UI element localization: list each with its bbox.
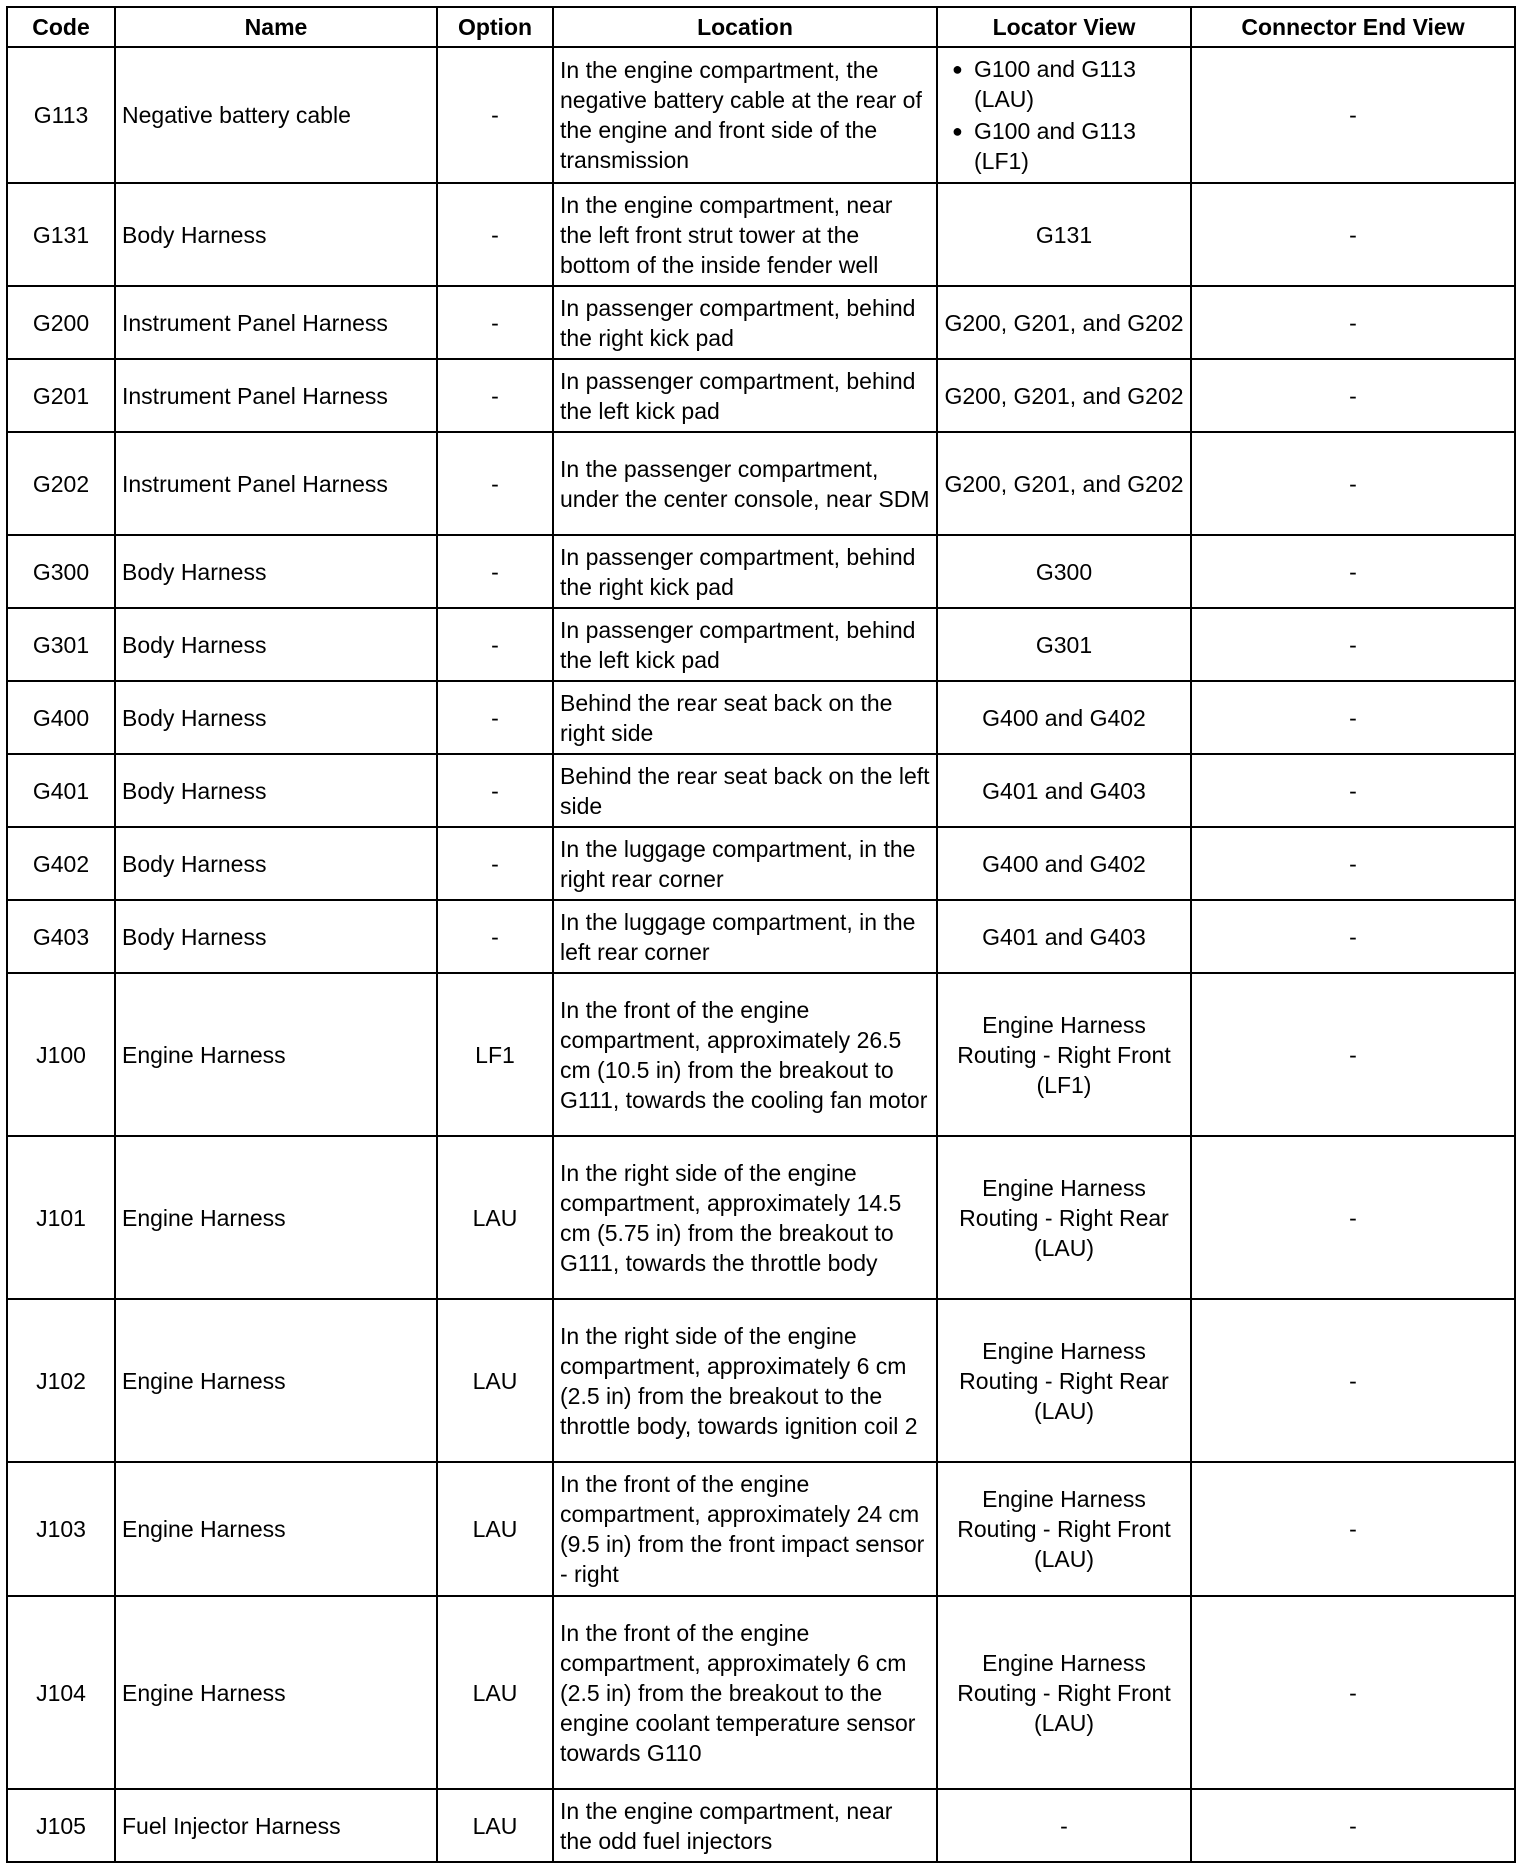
cell-name: Body Harness <box>115 900 437 973</box>
locator-link[interactable]: G200, G201, and G202 <box>937 286 1191 359</box>
header-row <box>7 7 1515 47</box>
cell-name: Engine Harness <box>115 1596 437 1789</box>
table-row <box>7 1596 1515 1789</box>
cell-location: In the luggage compartment, in the right rear corner <box>553 827 937 900</box>
cell-location: In the right side of the engine compartment, approximately 6 cm (2.5 in) from the breakout to the throttle body, towards ignition coil 2 <box>553 1299 937 1462</box>
table-row <box>7 359 1515 432</box>
cell-code: G301 <box>7 608 115 681</box>
cell-name: Engine Harness <box>115 973 437 1136</box>
cell-location: In the engine compartment, the negative battery cable at the rear of the engine and front side of the transmission <box>553 47 937 183</box>
cell-location: In passenger compartment, behind the right kick pad <box>553 535 937 608</box>
cell-option: - <box>437 183 553 286</box>
locator-link[interactable]: G200, G201, and G202 <box>937 359 1191 432</box>
locator-link[interactable]: Engine Harness Routing - Right Front (LAU) <box>937 1462 1191 1596</box>
table-row <box>7 432 1515 535</box>
header-option: Option <box>437 7 553 47</box>
cell-location: In the right side of the engine compartment, approximately 14.5 cm (5.75 in) from the breakout to G111, towards the throttle body <box>553 1136 937 1299</box>
cell-code: J102 <box>7 1299 115 1462</box>
cell-locator-view <box>937 47 1191 183</box>
cell-code: G401 <box>7 754 115 827</box>
table-row <box>7 973 1515 1136</box>
cell-location: In passenger compartment, behind the left kick pad <box>553 359 937 432</box>
cell-name: Engine Harness <box>115 1136 437 1299</box>
cell-location: Behind the rear seat back on the right side <box>553 681 937 754</box>
cell-option: - <box>437 47 553 183</box>
cell-name: Instrument Panel Harness <box>115 432 437 535</box>
cell-option: - <box>437 535 553 608</box>
cell-code: G113 <box>7 47 115 183</box>
cell-code: G202 <box>7 432 115 535</box>
locator-link[interactable]: ● G100 and G113 (LAU) <box>944 54 1184 114</box>
cell-option: LAU <box>437 1789 553 1862</box>
cell-name: Body Harness <box>115 827 437 900</box>
locator-link[interactable]: G301 <box>937 608 1191 681</box>
cell-code: J105 <box>7 1789 115 1862</box>
cell-location: In the engine compartment, near the odd fuel injectors <box>553 1789 937 1862</box>
table-row <box>7 608 1515 681</box>
table-row <box>7 1299 1515 1462</box>
cell-option: LAU <box>437 1136 553 1299</box>
cell-option: - <box>437 900 553 973</box>
cell-connector-end-view: - <box>1191 681 1515 754</box>
table-row <box>7 1789 1515 1862</box>
cell-connector-end-view: - <box>1191 1299 1515 1462</box>
cell-code: J104 <box>7 1596 115 1789</box>
cell-option: - <box>437 286 553 359</box>
cell-connector-end-view: - <box>1191 827 1515 900</box>
cell-connector-end-view: - <box>1191 754 1515 827</box>
cell-connector-end-view: - <box>1191 183 1515 286</box>
cell-connector-end-view: - <box>1191 432 1515 535</box>
cell-location: In passenger compartment, behind the left kick pad <box>553 608 937 681</box>
cell-name: Engine Harness <box>115 1299 437 1462</box>
cell-name: Instrument Panel Harness <box>115 286 437 359</box>
cell-code: J101 <box>7 1136 115 1299</box>
cell-connector-end-view: - <box>1191 973 1515 1136</box>
table-row <box>7 47 1515 183</box>
cell-code: G131 <box>7 183 115 286</box>
cell-name: Body Harness <box>115 754 437 827</box>
locator-bullet-list <box>944 54 1184 176</box>
locator-link[interactable]: G400 and G402 <box>937 681 1191 754</box>
cell-connector-end-view: - <box>1191 286 1515 359</box>
cell-code: G400 <box>7 681 115 754</box>
cell-name: Engine Harness <box>115 1462 437 1596</box>
table-row <box>7 1462 1515 1596</box>
cell-code: J100 <box>7 973 115 1136</box>
cell-connector-end-view: - <box>1191 1136 1515 1299</box>
cell-code: G300 <box>7 535 115 608</box>
cell-location: In passenger compartment, behind the right kick pad <box>553 286 937 359</box>
header-locator-view: Locator View <box>937 7 1191 47</box>
cell-option: - <box>437 827 553 900</box>
locator-link[interactable]: ● G100 and G113 (LF1) <box>944 116 1184 176</box>
locator-link[interactable]: G300 <box>937 535 1191 608</box>
cell-option: LAU <box>437 1596 553 1789</box>
table-row <box>7 286 1515 359</box>
header-name: Name <box>115 7 437 47</box>
cell-name: Body Harness <box>115 681 437 754</box>
cell-location: In the front of the engine compartment, approximately 26.5 cm (10.5 in) from the breakout to G111, towards the cooling fan motor <box>553 973 937 1136</box>
cell-name: Body Harness <box>115 535 437 608</box>
table-row <box>7 754 1515 827</box>
cell-code: G403 <box>7 900 115 973</box>
cell-connector-end-view: - <box>1191 608 1515 681</box>
connector-location-table <box>6 6 1516 1863</box>
table-row <box>7 827 1515 900</box>
locator-link[interactable]: Engine Harness Routing - Right Rear (LAU) <box>937 1299 1191 1462</box>
cell-code: G201 <box>7 359 115 432</box>
cell-connector-end-view: - <box>1191 1789 1515 1862</box>
header-location: Location <box>553 7 937 47</box>
cell-option: - <box>437 754 553 827</box>
cell-code: J103 <box>7 1462 115 1596</box>
cell-location: In the front of the engine compartment, approximately 24 cm (9.5 in) from the front impact sensor - right <box>553 1462 937 1596</box>
cell-option: - <box>437 681 553 754</box>
cell-name: Instrument Panel Harness <box>115 359 437 432</box>
locator-link[interactable]: G131 <box>937 183 1191 286</box>
cell-name: Body Harness <box>115 183 437 286</box>
cell-connector-end-view: - <box>1191 900 1515 973</box>
locator-link[interactable]: Engine Harness Routing - Right Front (LF1) <box>937 973 1191 1136</box>
cell-option: - <box>437 359 553 432</box>
header-connector-end-view: Connector End View <box>1191 7 1515 47</box>
locator-link[interactable]: G401 and G403 <box>937 900 1191 973</box>
cell-location: In the passenger compartment, under the center console, near SDM <box>553 432 937 535</box>
table-row <box>7 183 1515 286</box>
table-row <box>7 900 1515 973</box>
header-code: Code <box>7 7 115 47</box>
document-page <box>6 6 1514 1863</box>
table-row <box>7 1136 1515 1299</box>
table-row <box>7 535 1515 608</box>
locator-link[interactable]: Engine Harness Routing - Right Rear (LAU) <box>937 1136 1191 1299</box>
locator-link[interactable]: G401 and G403 <box>937 754 1191 827</box>
cell-connector-end-view: - <box>1191 1596 1515 1789</box>
locator-link[interactable]: G400 and G402 <box>937 827 1191 900</box>
cell-connector-end-view: - <box>1191 359 1515 432</box>
cell-location: In the engine compartment, near the left front strut tower at the bottom of the inside fender well <box>553 183 937 286</box>
locator-link[interactable]: G200, G201, and G202 <box>937 432 1191 535</box>
cell-option: LF1 <box>437 973 553 1136</box>
cell-location: In the luggage compartment, in the left rear corner <box>553 900 937 973</box>
cell-name: Negative battery cable <box>115 47 437 183</box>
cell-option: LAU <box>437 1462 553 1596</box>
cell-connector-end-view: - <box>1191 47 1515 183</box>
locator-link[interactable]: Engine Harness Routing - Right Front (LAU) <box>937 1596 1191 1789</box>
cell-locator-view: - <box>937 1789 1191 1862</box>
cell-connector-end-view: - <box>1191 1462 1515 1596</box>
cell-option: LAU <box>437 1299 553 1462</box>
cell-code: G402 <box>7 827 115 900</box>
cell-location: In the front of the engine compartment, approximately 6 cm (2.5 in) from the breakout to the engine coolant temperature sensor towards G110 <box>553 1596 937 1789</box>
cell-option: - <box>437 608 553 681</box>
cell-name: Body Harness <box>115 608 437 681</box>
cell-option: - <box>437 432 553 535</box>
table-row <box>7 681 1515 754</box>
cell-location: Behind the rear seat back on the left side <box>553 754 937 827</box>
cell-name: Fuel Injector Harness <box>115 1789 437 1862</box>
cell-code: G200 <box>7 286 115 359</box>
cell-connector-end-view: - <box>1191 535 1515 608</box>
